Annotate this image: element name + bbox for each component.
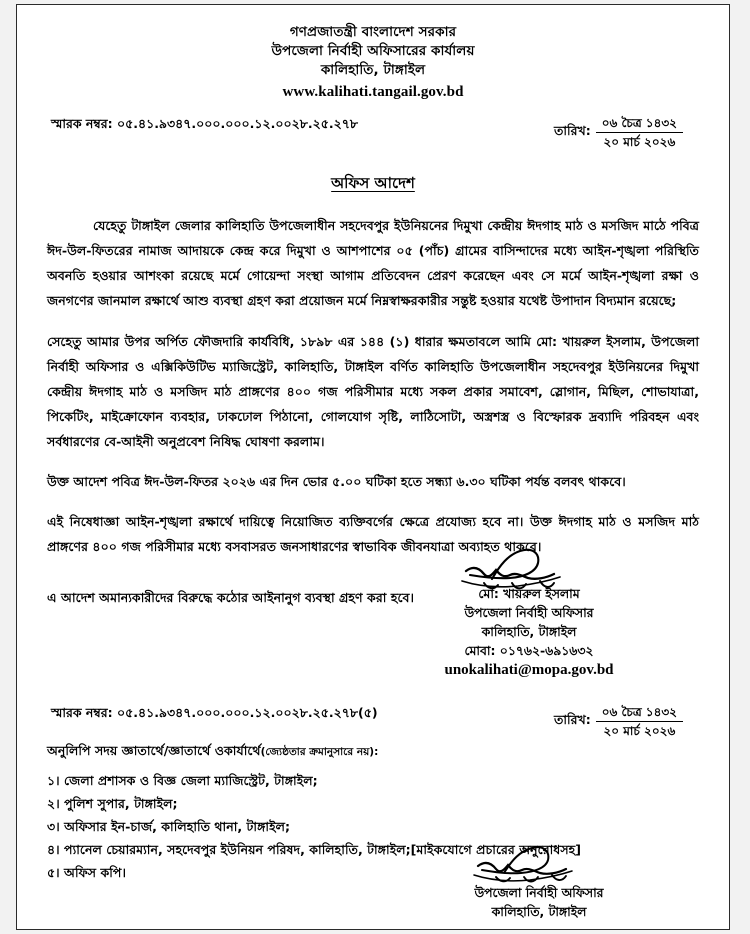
date-label-bottom: তারিখ: — [554, 712, 591, 727]
signatory-location: কালিহাতি, টাঙ্গাইল — [481, 624, 577, 639]
paragraph-order-authority: সেহেতু আমার উপর অর্পিত ফৌজদারি কার্যবিধি, ১৮৯৮ এর ১৪৪ (১) ধারার ক্ষমতাবলে আমি মো: খায়রুল ইসলাম, উপজেলা নির্বাহী অফিসার ও এক্সিকিউটিভ ম্যাজিস্ট্রেট, কালিহাতি, টাঙ্গাইল বর্ণিত কালিহাতি উপজেলাধীন সহদেবপুর ইউনিয়নের দিমুখা কেন্দ্রীয় ঈদগাহ মাঠ ও মসজিদ মাঠ প্রাঙ্গণের ৪০০ গজ পরিসীমার মধ্যে সকল প্রকার সমাবেশ, স্লোগান, মিছিল, শোভাযাত্রা, পিকেটিং, মাইক্রোফোন ব্যবহার, ঢাকঢোল পিঠানো, গোলযোগ সৃষ্টি, লাঠিসোটা, অস্ত্রশস্ত্র ও বিস্ফোরক দ্রব্যাদি পরিবহন এবং সর্বধারণের বে-আইনী অনুপ্রবেশ নিষিদ্ধ ঘোষণা করলাম। — [47, 334, 699, 449]
memo-number-bottom: স্মারক নম্বর: ০৫.৪১.৯৩৪৭.০০০.০০০.১২.০০২৮.২৫.২৭৮(৫) — [51, 705, 378, 720]
document-title: অফিস আদেশ — [331, 174, 415, 192]
paragraph-whereas: যেহেতু টাঙ্গাইল জেলার কালিহাতি উপজেলাধীন সহদেবপুর ইউনিয়নের দিমুখা কেন্দ্রীয় ঈদগাহ মাঠ ও মসজিদ মাঠে পবিত্র ঈদ-উল-ফিতরের নামাজ আদায়কে কেন্দ্র করে দিমুখা ও আশপাশের ০৫ (পাঁচ) গ্রামের বাসিন্দাদের মধ্যে আইন-শৃঙ্খলা পরিস্থিতি অবনতি হওয়ার আশংকা রয়েছে মর্মে গোয়েন্দা সংস্থা আগাম প্রতিবেদন প্রেরণ করেছেন এবং সে মর্মে আইন-শৃঙ্খলা রক্ষা ও জনগণের জানমাল রক্ষার্থে আশু ব্যবস্থা গ্রহণ করা প্রয়োজন মর্মে নিম্নস্বাক্ষরকারীর সন্তুষ্ট হওয়ার যথেষ্ট উপাদান বিদ্যমান রয়েছে; — [47, 218, 699, 308]
paragraph-penalty: এ আদেশ অমান্যকারীদের বিরুদ্ধে কঠোর আইনানুগ ব্যবস্থা গ্রহণ করা হবে। — [47, 590, 415, 605]
date-bangla-bottom: ০৬ চৈত্র ১৪৩২ — [596, 705, 683, 722]
paragraph-validity-period: উক্ত আদেশ পবিত্র ঈদ-উল-ফিতর ২০২৬ এর দিন ভোর ৫.০০ ঘটিকা হতে সন্ধ্যা ৬.৩০ ঘটিকা পর্যন্ত বলবৎ থাকবে। — [47, 474, 626, 489]
paragraph-exemptions: এই নিষেধাজ্ঞা আইন-শৃঙ্খলা রক্ষার্থে দায়িত্বে নিয়োজিত ব্যক্তিবর্গের ক্ষেত্রে প্রযোজ্য হবে না। উক্ত ঈদগাহ মাঠ ও মসজিদ মাঠ প্রাঙ্গণের ৪০০ গজ পরিসীমার মধ্যে বসবাসরত জনসাধারণের স্বাভাবিক জীবনযাত্রা অব্যাহত থাকবে। — [47, 514, 699, 554]
signature-mark-icon-secondary — [389, 843, 689, 883]
date-bangla-top: ০৬ চৈত্র ১৪৩২ — [596, 116, 683, 133]
distribution-heading — [47, 743, 378, 763]
date-block-bottom — [554, 705, 701, 739]
list-item: ৫। অফিস কপি। — [47, 865, 126, 880]
date-gregorian-bottom: ২০ মার্চ ২০২৬ — [603, 724, 676, 738]
letterhead — [45, 23, 701, 103]
distribution-heading-text: অনুলিপি সদয় জ্ঞাতার্থে/জ্ঞাতার্থে ওকার্যার্থে — [47, 743, 261, 758]
list-item: ৪। প্যানেল চেয়ারম্যান, সহদেবপুর ইউনিয়ন পরিষদ, কালিহাতি, টাঙ্গাইল;[মাইকযোগে প্রচারের অনুরোধসহ] — [47, 842, 582, 857]
signature-mark-icon — [379, 545, 679, 591]
signatory-location-secondary: কালিহাতি, টাঙ্গাইল — [491, 904, 587, 919]
letterhead-line-office: উপজেলা নির্বাহী অফিসারের কার্যালয় — [271, 43, 475, 59]
date-gregorian-top: ২০ মার্চ ২০২৬ — [603, 135, 676, 149]
list-item: ১। জেলা প্রশাসক ও বিজ্ঞ জেলা ম্যাজিস্ট্রেট, টাঙ্গাইল; — [47, 773, 318, 788]
signatory-name: মো: খায়রুল ইসলাম — [478, 586, 580, 601]
signature-block-primary — [379, 545, 679, 680]
date-block-top — [554, 116, 701, 150]
date-label-top: তারিখ: — [554, 123, 591, 138]
letterhead-line-government: গণপ্রজাতন্ত্রী বাংলাদেশ সরকার — [289, 24, 457, 40]
signature-block-secondary — [389, 843, 689, 921]
memo-header-top — [45, 116, 701, 150]
list-item: ৩। অফিসার ইন-চার্জ, কালিহাতি থানা, টাঙ্গাইল; — [47, 819, 291, 834]
signatory-designation: উপজেলা নির্বাহী অফিসার — [464, 605, 594, 620]
signatory-email[interactable]: unokalihati@mopa.gov.bd — [444, 662, 614, 678]
memo-number-top: স্মারক নম্বর: ০৫.৪১.৯৩৪৭.০০০.০০০.১২.০০২৮.২৫.২৭৮ — [51, 116, 359, 131]
letterhead-website: www.kalihati.tangail.gov.bd — [282, 84, 464, 100]
distribution-heading-note: (জ্যেষ্ঠতার ক্রমানুসারে নয়): — [260, 746, 379, 758]
letterhead-line-location: কালিহাতি, টাঙ্গাইল — [320, 62, 426, 78]
signatory-mobile: মোবা: ০১৭৬২-৬৯১৬৩২ — [464, 643, 594, 658]
document-sheet — [16, 4, 730, 930]
signatory-designation-secondary: উপজেলা নির্বাহী অফিসার — [474, 885, 604, 900]
memo-header-bottom — [45, 705, 701, 739]
list-item: ২। পুলিশ সুপার, টাঙ্গাইল; — [47, 796, 178, 811]
